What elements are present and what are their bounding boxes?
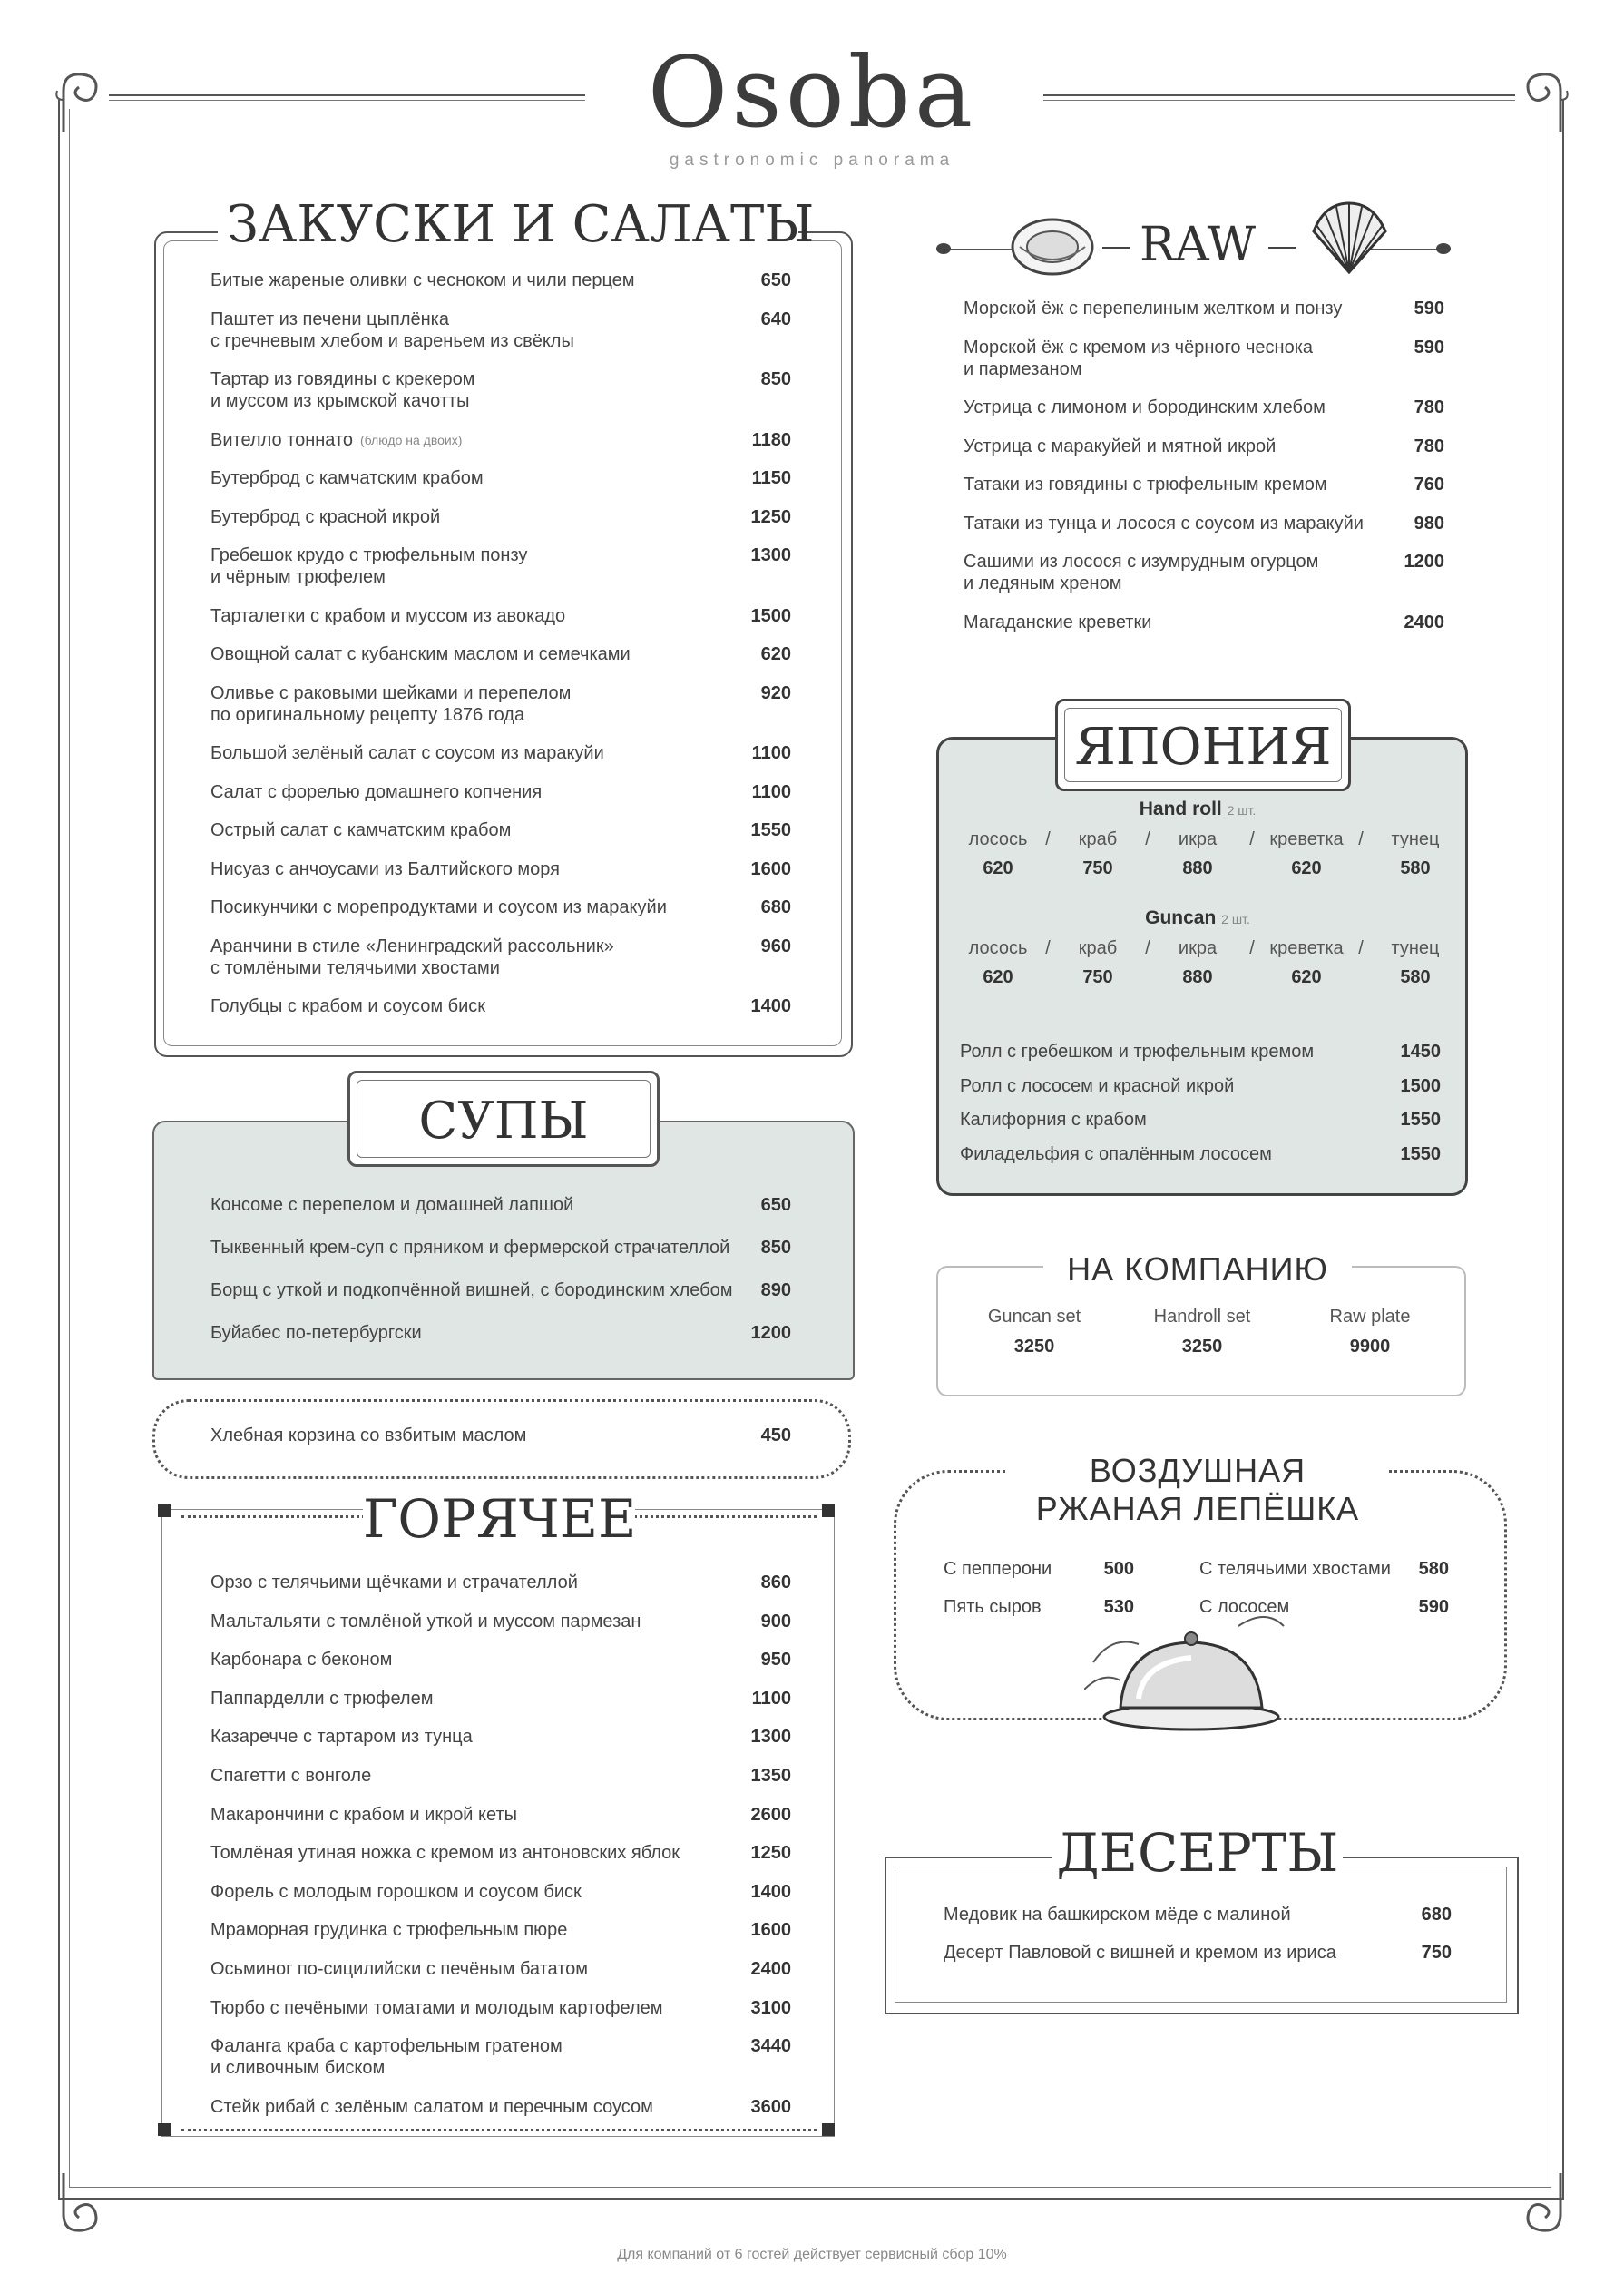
roll-variant-name: лосось [968,938,1028,958]
menu-item-name: Бутерброд с камчатским крабом [210,468,484,488]
menu-item-name: Татаки из говядины с трюфельным кремом [964,475,1327,495]
menu-item-name: Посикунчики с морепродуктами и соусом из маракуйи [210,897,667,917]
guncan-qty: 2 шт. [1221,912,1250,926]
roll-variant-name: икра [1178,829,1218,849]
menu-item-price: 780 [1414,397,1444,417]
menu-item-name: Фаланга краба с картофельным гратеном [210,2036,563,2057]
company-set-name: Raw plate [1329,1307,1411,1327]
menu-item-price: 3440 [750,2036,791,2057]
separator: / [1145,938,1150,958]
oyster-icon [1007,209,1098,281]
menu-item-price: 1250 [750,1843,791,1864]
menu-item-name: Консоме с перепелом и домашней лапшой [210,1195,574,1215]
menu-item-price: 850 [760,369,791,389]
top-rule-left [109,94,585,101]
menu-item-note: (блюдо на двоих) [360,432,463,447]
guncan-block [962,907,1440,998]
corner-ornament-icon [50,64,113,136]
company-set [957,1307,1111,1357]
menu-item-price: 1550 [1400,1110,1441,1130]
menu-item-name-line2: с томлёными телячьими хвостами [210,957,500,978]
menu-item-name: Карбонара с беконом [210,1650,393,1671]
menu-item-price: 980 [1414,513,1444,534]
menu-item-name: Паппарделли с трюфелем [210,1688,434,1709]
company-set-name: Guncan set [987,1307,1081,1327]
menu-item-name: Калифорния с крабом [960,1110,1147,1130]
menu-item-name: Макарончини с крабом и икрой кеты [210,1804,518,1825]
menu-item-name: Томлёная утиная ножка с кремом из антоновских яблок [210,1843,680,1864]
menu-item-name: Спагетти с вонголе [210,1766,372,1786]
scallop-shell-icon [1306,200,1393,277]
menu-item-name: Ролл с лососем и красной икрой [960,1075,1235,1096]
menu-item-price: 2600 [750,1804,791,1825]
menu-item-name: Магаданские креветки [964,612,1152,632]
raw-dash-left [1102,247,1130,249]
corner-square-icon [158,2123,171,2136]
menu-item-price: 890 [760,1280,791,1300]
menu-item-name-line2: с гречневым хлебом и вареньем из свёклы [210,330,574,351]
menu-item-name: Морской ёж с кремом из чёрного чеснока [964,337,1314,358]
menu-item-price: 3100 [750,1997,791,2018]
top-rule-right [1043,94,1515,101]
roll-variant-name: краб [1078,829,1118,849]
leaf-right-icon [1436,243,1451,254]
zakuski-list [210,269,791,1032]
lepeshka-title-2: РЖАНАЯ ЛЕПЁШКА [1035,1490,1360,1527]
roll-variant-price: 620 [983,967,1013,987]
raw-list [964,298,1444,642]
supy-list [210,1194,791,1376]
menu-item-price: 2400 [1404,612,1444,632]
footer-note: Для компаний от 6 гостей действует сервисный сбор 10% [617,2247,1007,2262]
menu-item-price: 640 [760,309,791,329]
menu-item-price: 590 [1414,337,1444,358]
menu-item-price: 1250 [750,506,791,527]
roll-variant-price: 880 [1182,858,1213,878]
menu-item-price: 650 [760,270,791,290]
roll-variant-name: тунец [1391,829,1440,849]
roll-variant-name: креветка [1269,829,1344,849]
menu-item-price: 2400 [750,1959,791,1979]
lepeshka-item-price: 580 [1418,1559,1449,1579]
menu-item-price: 850 [760,1238,791,1258]
menu-item-name-line2: и муссом из крымской качотты [210,391,470,411]
menu-item-name: Овощной салат с кубанским маслом и семечками [210,644,631,664]
menu-item-price: 1100 [751,1688,791,1709]
menu-item-name: Сашими из лосося с изумрудным огурцом [964,552,1319,572]
roll-variant-price: 750 [1082,967,1113,987]
separator: / [1145,829,1150,849]
company-set-price: 3250 [1013,1337,1055,1357]
menu-item-name: Большой зелёный салат с соусом из маракуйи [210,743,604,763]
handroll-title: Hand roll [1139,799,1222,819]
lepeshka-item-price: 500 [1103,1559,1134,1579]
roll-variant-price: 880 [1182,967,1213,987]
raw-title: RAW [1139,218,1257,272]
corner-square-icon [822,1504,835,1517]
menu-item-name: Медовик на башкирском мёде с малиной [944,1905,1291,1925]
lepeshka-item-name: С лососем [1199,1597,1290,1617]
roll-variant-price: 580 [1400,858,1431,878]
corner-ornament-icon [1511,64,1574,136]
japan-list [960,1041,1441,1186]
menu-item-price: 680 [760,897,791,917]
zakuski-title: ЗАКУСКИ И САЛАТЫ [218,195,798,254]
menu-item-price: 960 [760,936,791,956]
menu-item-price: 780 [1414,436,1444,456]
menu-item-price: 1500 [750,605,791,626]
menu-item-price: 950 [760,1650,791,1671]
deserty-list [944,1904,1452,1967]
lepeshka-list [944,1558,1452,1617]
menu-item-name: Орзо с телячьими щёчками и страчателлой [210,1573,578,1592]
menu-item-name: Нисуаз с анчоусами из Балтийского моря [210,858,560,879]
roll-variant-name: краб [1078,938,1118,958]
corner-square-icon [158,1504,171,1517]
company-set [1293,1307,1447,1357]
menu-item-price: 1400 [750,996,791,1016]
zakuski-section [154,195,853,1057]
menu-item-name-line2: и ледяным хреном [964,573,1122,593]
menu-item-name: Татаки из тунца и лосося с соусом из маракуйи [964,513,1364,534]
menu-item-name: Тарталетки с крабом и муссом из авокадо [210,605,566,626]
guncan-names [962,938,1440,962]
menu-item-name: Оливье с раковыми шейками и перепелом [210,682,572,703]
menu-item-name: Ролл с гребешком и трюфельным кремом [960,1042,1315,1062]
bread-price: 450 [760,1426,791,1445]
menu-item-name: Стейк рибай с зелёным салатом и перечным соусом [210,2096,653,2117]
menu-item-name: Борщ с уткой и подкопчённой вишней, с бородинским хлебом [210,1280,733,1300]
japan-title: ЯПОНИЯ [1074,718,1332,777]
roll-variant-price: 750 [1082,858,1113,878]
separator: / [1358,829,1364,849]
menu-item-price: 920 [760,682,791,703]
menu-item-price: 1100 [751,743,791,763]
menu-item-name: Салат с форелью домашнего копчения [210,781,543,802]
lepeshka-item-name: Пять сыров [944,1597,1042,1617]
roll-variant-price: 620 [1291,858,1322,878]
menu-item-name: Острый салат с камчатским крабом [210,820,512,840]
handroll-block [962,799,1440,889]
leaf-left-icon [936,243,951,254]
menu-item-price: 1350 [750,1766,791,1786]
menu-item-name: Паштет из печени цыплёнка [210,309,449,329]
corner-ornament-icon [1511,2169,1574,2241]
guncan-prices [962,967,1433,991]
goryachee-list [210,1572,791,2116]
brand-tagline: gastronomic panorama [669,151,955,170]
menu-item-price: 1300 [750,1727,791,1748]
bread-row [210,1425,791,1448]
menu-item-name: Тартар из говядины с крекером [210,369,475,389]
menu-item-price: 1400 [750,1881,791,1902]
menu-item-name-line2: и чёрным трюфелем [210,567,386,587]
menu-item-price: 3600 [750,2096,791,2117]
company-set-price: 3250 [1181,1337,1223,1357]
menu-item-price: 1600 [750,1920,791,1941]
menu-item-name: Мальтальяти с томлёной уткой и муссом пармезан [210,1611,641,1631]
menu-item-name: Мраморная грудинка с трюфельным пюре [210,1920,568,1941]
menu-item-price: 1500 [1400,1075,1441,1096]
menu-item-name: Вителло тоннато [210,429,354,450]
handroll-names [962,829,1440,853]
menu-item-price: 1200 [1404,552,1444,572]
bread-name: Хлебная корзина со взбитым маслом [210,1426,527,1445]
menu-item-price: 1600 [750,858,791,879]
menu-item-price: 750 [1421,1943,1452,1963]
menu-item-name: Форель с молодым горошком и соусом биск [210,1881,582,1902]
menu-item-price: 1200 [750,1323,791,1343]
menu-item-price: 1550 [1400,1143,1441,1164]
roll-variant-name: икра [1178,938,1218,958]
menu-item-price: 860 [760,1573,791,1592]
roll-variant-name: тунец [1391,938,1440,958]
company-set-name: Handroll set [1153,1307,1251,1327]
menu-item-name-line2: по оригинальному рецепту 1876 года [210,704,525,725]
japan-title-box [1055,699,1351,791]
menu-item-name: Устрица с маракуйей и мятной икрой [964,436,1277,456]
menu-item-name: Битые жареные оливки с чесноком и чили перцем [210,270,635,290]
raw-dash-right [1268,247,1296,249]
roll-variant-price: 620 [1291,967,1322,987]
lepeshka-item-name: С пепперони [944,1559,1052,1579]
menu-item-name: Аранчини в стиле «Ленинградский рассольник» [210,936,614,956]
menu-item-name-line2: и пармезаном [964,358,1082,379]
company-sets [957,1307,1447,1370]
supy-title-box [347,1071,660,1167]
menu-item-price: 650 [760,1195,791,1215]
menu-item-name: Гребешок крудо с трюфельным понзу [210,545,528,565]
menu-item-price: 1450 [1400,1042,1441,1062]
separator: / [1045,938,1051,958]
menu-item-price: 1300 [750,545,791,565]
menu-item-name: Устрица с лимоном и бородинским хлебом [964,397,1326,417]
guncan-title: Guncan [1145,907,1217,928]
menu-item-price: 1150 [751,468,791,488]
roll-variant-price: 580 [1400,967,1431,987]
menu-item-name: Буйабес по-петербургски [210,1323,422,1343]
menu-item-name: Филадельфия с опалённым лососем [960,1143,1272,1164]
roll-variant-price: 620 [983,858,1013,878]
handroll-qty: 2 шт. [1227,803,1257,818]
lepeshka-item-price: 530 [1103,1597,1134,1617]
lepeshka-item-name: С телячьими хвостами [1199,1559,1391,1579]
corner-ornament-icon [50,2169,113,2241]
roll-variant-name: креветка [1269,938,1344,958]
menu-item-name-line2: и сливочным биском [210,2058,386,2079]
supy-title: СУПЫ [418,1092,589,1151]
menu-item-name: Десерт Павловой с вишней и кремом из ириса [944,1943,1336,1963]
separator: / [1358,938,1364,958]
roll-variant-name: лосось [968,829,1028,849]
menu-item-price: 680 [1421,1905,1452,1925]
menu-item-name: Голубцы с крабом и соусом биск [210,996,486,1016]
menu-item-price: 1180 [751,429,791,450]
brand-logo: Osoba [647,36,977,150]
corner-square-icon [822,2123,835,2136]
menu-item-name: Бутерброд с красной икрой [210,506,441,527]
menu-item-name: Тюрбо с печёными томатами и молодым картофелем [210,1997,663,2018]
goryachee-title: ГОРЯЧЕЕ [363,1488,637,1550]
deserty-title: ДЕСЕРТЫ [1052,1822,1343,1884]
menu-item-price: 900 [760,1611,791,1631]
company-set-price: 9900 [1349,1337,1391,1357]
lepeshka-title-1: ВОЗДУШНАЯ [1007,1452,1388,1490]
menu-item-price: 1100 [751,781,791,802]
menu-item-price: 1550 [750,820,791,840]
menu-item-name: Осьминог по-сицилийски с печёным бататом [210,1959,589,1979]
menu-item-price: 760 [1414,475,1444,495]
separator: / [1045,829,1051,849]
cloche-illustration-icon [1084,1608,1293,1735]
menu-item-price: 590 [1414,299,1444,318]
menu-item-name: Казаречче с тартаром из тунца [210,1727,473,1748]
goryachee-dotted-bottom [181,2129,817,2131]
company-set [1125,1307,1279,1357]
menu-item-price: 620 [760,644,791,664]
separator: / [1249,829,1255,849]
menu-item-name: Тыквенный крем-суп с пряником и фермерской страчателлой [210,1238,730,1258]
menu-item-name: Морской ёж с перепелиным желтком и понзу [964,299,1343,318]
company-title: НА КОМПАНИЮ [1043,1250,1352,1288]
lepeshka-item-price: 590 [1418,1597,1449,1617]
separator: / [1249,938,1255,958]
handroll-prices [962,858,1433,882]
